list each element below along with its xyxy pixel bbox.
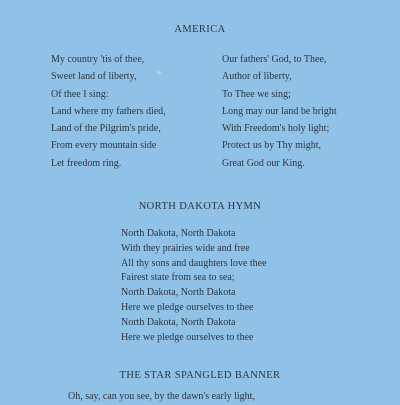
verse-line: With they prairies wide and free [121, 242, 250, 254]
north-dakota-hymn-lyrics [121, 227, 267, 345]
star-spangled-banner-lyrics [68, 388, 255, 405]
verse-line: Sweet land of liberty, [51, 71, 137, 83]
verse-line: With Freedom's holy light; [222, 123, 330, 135]
verse-line: From every mountain side [51, 140, 157, 152]
verse-line: Fairest state from sea to sea; [121, 272, 235, 284]
verse-line: Oh, say, can you see, by the dawn's early light, [68, 391, 255, 402]
paper-speck [157, 71, 161, 74]
america-verse-2 [222, 51, 337, 172]
star-spangled-banner-title: THE STAR SPANGLED BANNER [119, 370, 281, 381]
verse-line: Of thee I sing: [51, 88, 109, 100]
verse-line: To Thee we sing; [222, 88, 291, 100]
verse-line: Land of the Pilgrim's pride, [51, 123, 161, 135]
america-title: AMERICA [174, 24, 226, 35]
verse-line: Author of liberty, [222, 71, 292, 83]
verse-line: North Dakota, North Dakota [121, 316, 236, 328]
north-dakota-hymn-title: NORTH DAKOTA HYMN [138, 201, 262, 212]
verse-line: Here we pledge ourselves to thee [121, 331, 254, 343]
verse-line: North Dakota, North Dakota [121, 228, 236, 239]
verse-line: Our fathers' God, to Thee, [222, 54, 327, 65]
verse-line: Great God our King. [222, 157, 305, 169]
verse-line: My country 'tis of thee, [51, 54, 145, 65]
verse-line: All thy sons and daughters love thee [121, 257, 267, 269]
america-verse-1 [51, 51, 166, 172]
verse-line: North Dakota, North Dakota [121, 287, 236, 299]
verse-line: Let freedom ring. [51, 157, 122, 169]
verse-line: Land where my fathers died, [51, 105, 166, 117]
verse-line: Long may our land be bright [222, 105, 337, 117]
verse-line: Protect us by Thy might, [222, 140, 321, 152]
verse-line: Here we pledge ourselves to thee [121, 301, 254, 313]
